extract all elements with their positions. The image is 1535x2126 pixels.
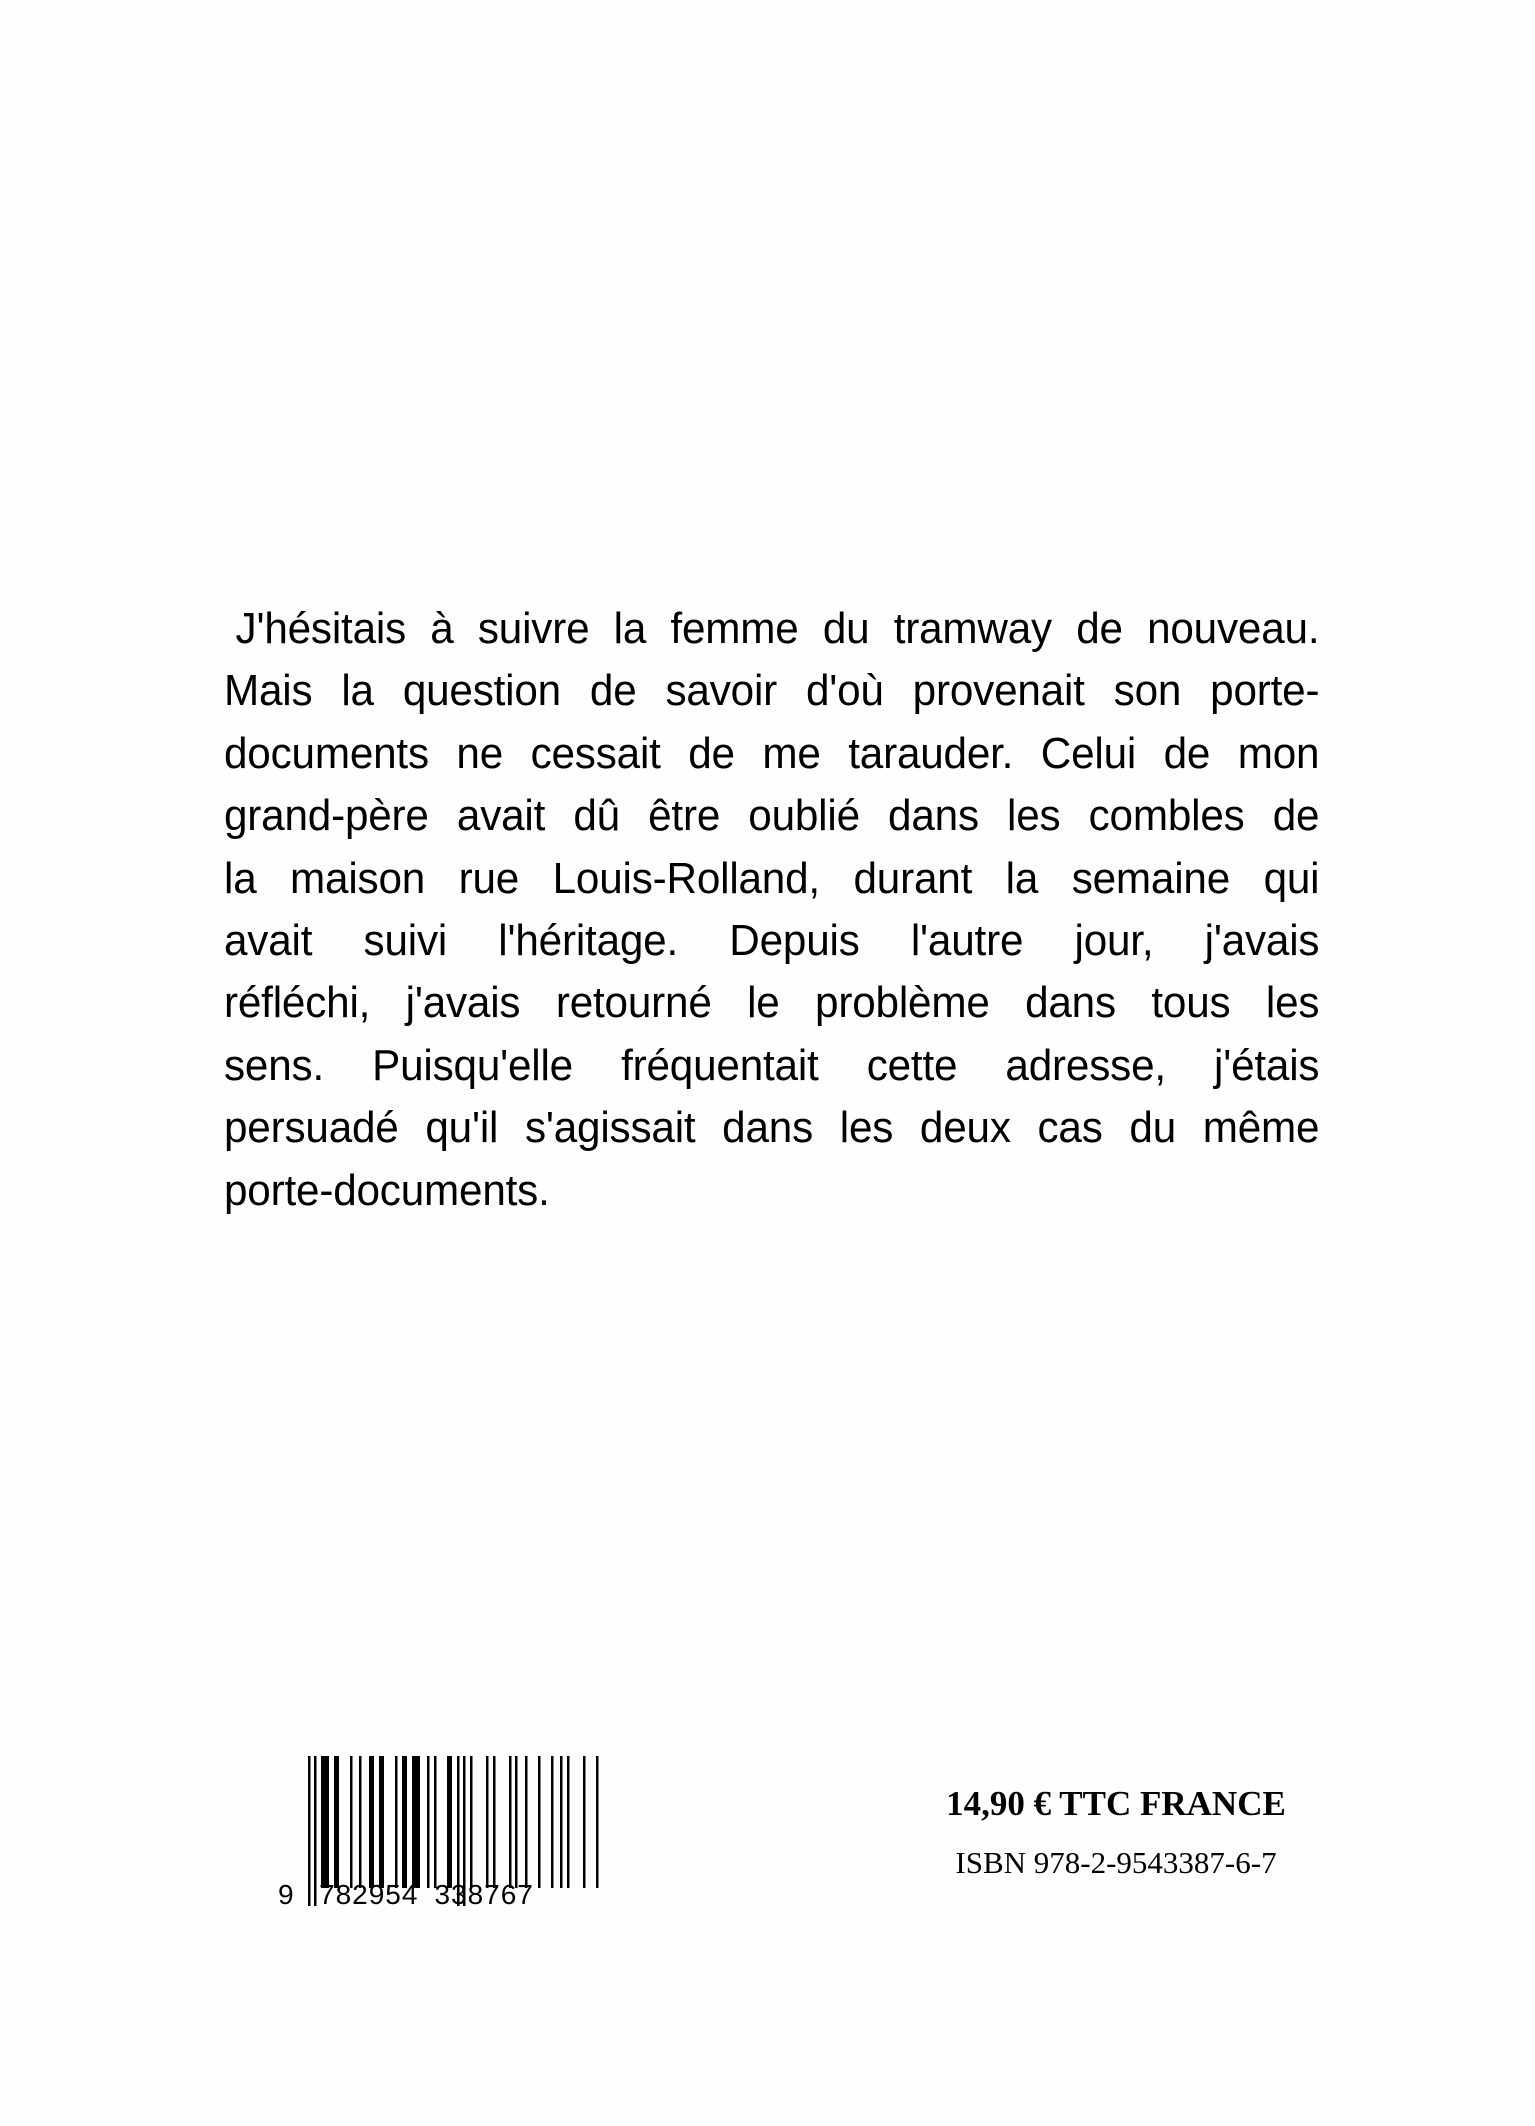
barcode-digit-first: 9: [278, 1879, 294, 1910]
blurb-line: J'hésitais à suivre la femme du tramway de nouveau.: [235, 604, 1320, 653]
blurb-line: réfléchi, j'avais retourné le problème dans tous les: [224, 978, 1320, 1028]
blurb-text: [224, 598, 1319, 1222]
blurb-line: grand-père avait dû être oublié dans les combles de: [224, 791, 1320, 841]
blurb-line: Mais la question de savoir d'où provenait son porte-: [224, 666, 1320, 716]
barcode-digits-left: 782954: [319, 1879, 419, 1910]
blurb-line: sens. Puisqu'elle fréquentait cette adresse, j'étais: [224, 1040, 1320, 1090]
price-label: 14,90 € TTC FRANCE: [946, 1784, 1286, 1823]
blurb-line: persuadé qu'il s'agissait dans les deux cas du même: [224, 1103, 1320, 1153]
blurb-line: la maison rue Louis-Rolland, durant la semaine qui: [224, 853, 1320, 903]
blurb-line: avait suivi l'héritage. Depuis l'autre jour, j'avais: [224, 916, 1320, 966]
blurb-line: documents ne cessait de me tarauder. Celui de mon: [224, 728, 1320, 778]
blurb-line: porte-documents.: [224, 1165, 550, 1215]
isbn-label: ISBN 978-2-9543387-6-7: [955, 1845, 1277, 1880]
barcode-digits-right: 338767: [434, 1879, 534, 1910]
isbn-barcode: [278, 1756, 604, 1912]
